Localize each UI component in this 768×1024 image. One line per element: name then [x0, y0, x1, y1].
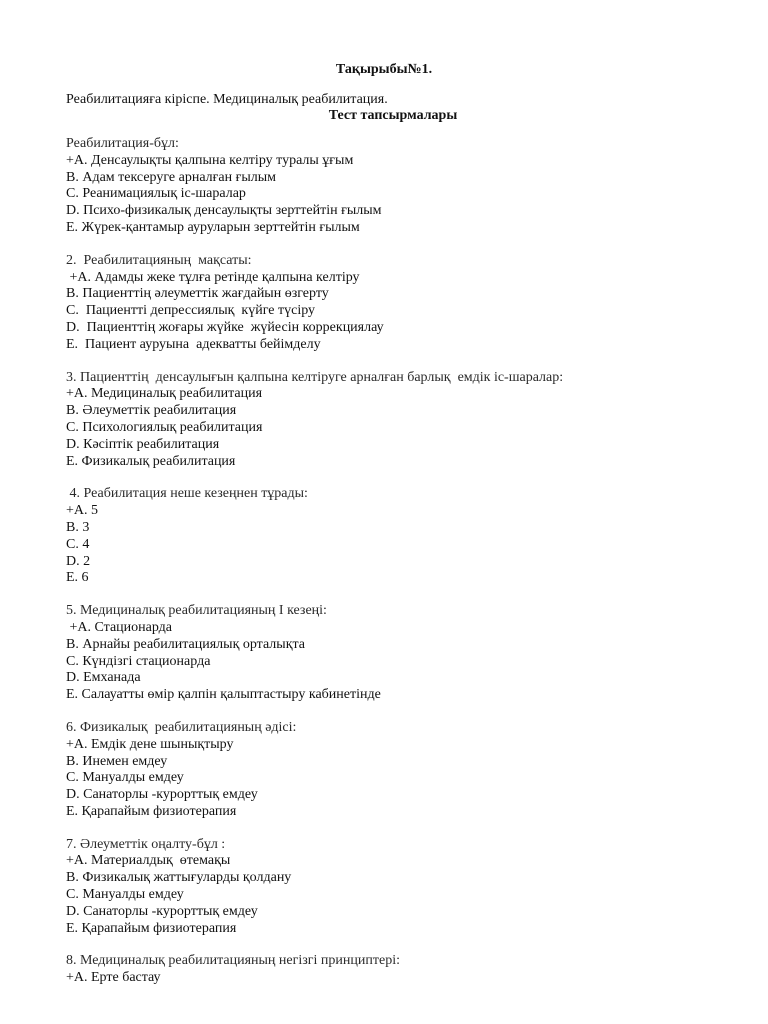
answer-option: D. Санаторлы -курорттық емдеу	[66, 787, 258, 803]
answer-option: С. 4	[66, 536, 90, 552]
answer-option: D. Санаторлы -курорттық емдеу	[66, 903, 258, 919]
question-block	[66, 953, 746, 987]
question-block	[66, 370, 746, 471]
question-block	[66, 486, 746, 587]
section-subtitle: Тест тапсырмалары	[328, 108, 458, 123]
question-text: 7. Әлеуметтік оңалту-бұл :	[66, 836, 226, 852]
answer-option: В. 3	[66, 519, 90, 535]
answer-option: +А. Емдік дене шынықтыру	[66, 736, 234, 752]
answer-option: Е. Пациент ауруына адекватты бейімделу	[66, 336, 321, 352]
answer-option: Е. 6	[66, 570, 89, 586]
answer-option: С. Мануалды емдеу	[66, 887, 184, 903]
answer-option: D. Кәсіптік реабилитация	[66, 436, 220, 452]
answer-option: С. Пациентті депрессиялық күйге түсіру	[66, 303, 316, 319]
question-text: 5. Медициналық реабилитацияның І кезеңі:	[66, 603, 327, 619]
answer-option: D. Емханада	[66, 670, 141, 686]
question-text: 6. Физикалық реабилитацияның әдісі:	[66, 719, 297, 735]
question-block	[66, 136, 746, 237]
answer-option: С. Реанимациялық іс-шаралар	[66, 186, 246, 202]
answer-option: +А. Адамды жеке тұлға ретінде қалпына келтіру	[66, 269, 360, 285]
answer-option: В. Арнайы реабилитациялық орталықта	[66, 636, 306, 652]
answer-option: В. Адам тексеруге арналған ғылым	[66, 169, 276, 185]
answer-option: D. Пациенттің жоғары жүйке жүйесін коррекциялау	[66, 319, 384, 335]
question-text: 3. Пациенттің денсаулығын қалпына келтіруге арналған барлық емдік іс-шаралар:	[66, 369, 564, 385]
question-text: 4. Реабилитация неше кезеңнен тұрады:	[66, 486, 308, 502]
answer-option: Е. Жүрек-қантамыр ауруларын зерттейтін ғылым	[66, 219, 360, 235]
answer-option: С. Мануалды емдеу	[66, 770, 184, 786]
answer-option: +А. 5	[66, 503, 99, 519]
question-block	[66, 720, 746, 821]
answer-option: В. Пациенттің әлеуметтік жағдайын өзгерту	[66, 286, 329, 302]
answer-option: В. Физикалық жаттығуларды қолдану	[66, 870, 292, 886]
answer-option: Е. Физикалық реабилитация	[66, 453, 236, 469]
answer-option: Е. Салауатты өмір қалпін қалыптастыру кабинетінде	[66, 687, 381, 703]
answer-option: В. Инемен емдеу	[66, 753, 168, 769]
answer-option: Е. Қарапайым физиотерапия	[66, 920, 237, 936]
answer-option: +А. Стационарда	[66, 619, 173, 635]
answer-option: +А. Ерте бастау	[66, 970, 161, 986]
answer-option: D. Психо-физикалық денсаулықты зерттейтін ғылым	[66, 203, 382, 219]
answer-option: С. Психологиялық реабилитация	[66, 419, 263, 435]
answer-option: С. Күндізгі стационарда	[66, 653, 211, 669]
page-title: Тақырыбы№1.	[335, 62, 433, 77]
question-block	[66, 603, 746, 704]
question-block	[66, 253, 746, 354]
question-block	[66, 837, 746, 938]
question-text: 2. Реабилитацияның мақсаты:	[66, 252, 252, 268]
answer-option: D. 2	[66, 553, 91, 569]
answer-option: Е. Қарапайым физиотерапия	[66, 803, 237, 819]
questions-list	[66, 136, 746, 1003]
answer-option: +А. Денсаулықты қалпына келтіру туралы ұғым	[66, 152, 354, 168]
intro-line: Реабилитацияға кіріспе. Медициналық реабилитация.	[66, 92, 388, 107]
answer-option: В. Әлеуметтік реабилитация	[66, 403, 237, 419]
question-text: 8. Медициналық реабилитацияның негізгі принциптері:	[66, 953, 400, 969]
answer-option: +А. Материалдық өтемақы	[66, 853, 231, 869]
answer-option: +А. Медициналық реабилитация	[66, 386, 263, 402]
question-text: Реабилитация-бұл:	[66, 136, 179, 151]
